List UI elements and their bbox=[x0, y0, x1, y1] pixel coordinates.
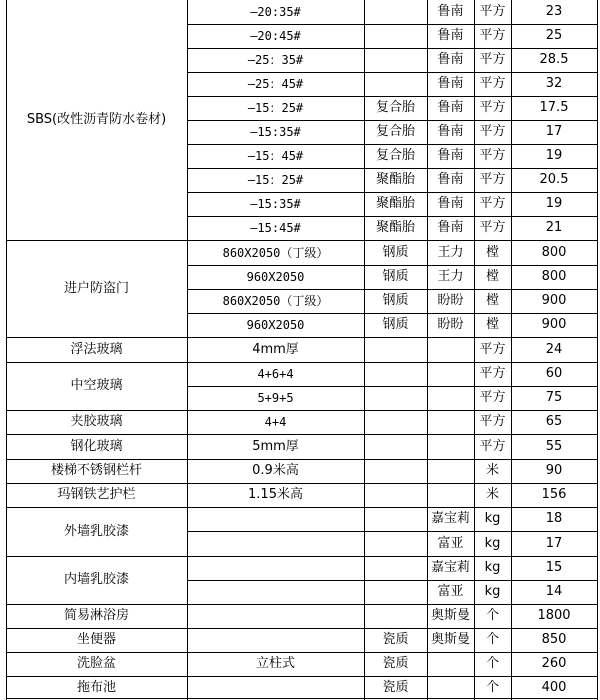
cell-unit: 米 bbox=[485, 487, 499, 502]
cell-price: 28.5 bbox=[539, 52, 569, 67]
cell-spec bbox=[187, 556, 364, 580]
grid-line bbox=[597, 0, 598, 700]
grid-line bbox=[187, 168, 598, 169]
cell-material: 聚酯胎 bbox=[375, 196, 415, 211]
cell-price: 75 bbox=[545, 390, 563, 405]
cell-brand: 鲁南 bbox=[437, 28, 464, 43]
group-name-cell: 进户防盗门 bbox=[63, 280, 129, 296]
grid-line bbox=[6, 434, 598, 435]
cell-material: 钢质 bbox=[382, 317, 409, 332]
cell-unit: 个 bbox=[485, 679, 499, 695]
grid-line bbox=[6, 652, 598, 653]
cell-name: 楼梯不锈钢栏杆 bbox=[50, 463, 142, 478]
grid-line bbox=[187, 72, 598, 73]
grid-line bbox=[511, 0, 512, 700]
cell-price: 25 bbox=[545, 28, 563, 43]
grid-line bbox=[427, 0, 428, 700]
grid-line bbox=[187, 24, 598, 25]
cell-unit: 米 bbox=[485, 463, 499, 478]
grid-line bbox=[187, 192, 598, 193]
cell-material bbox=[364, 483, 427, 507]
cell-material: 复合胎 bbox=[375, 100, 415, 115]
cell-unit: kg bbox=[484, 511, 501, 526]
cell-spec: 5+9+5 bbox=[257, 391, 294, 405]
cell-brand bbox=[427, 362, 474, 386]
cell-brand bbox=[427, 676, 474, 699]
group-name-cell: 中空玻璃 bbox=[70, 378, 123, 393]
cell-spec bbox=[187, 604, 364, 628]
grid-line bbox=[6, 676, 598, 677]
cell-brand: 嘉宝莉 bbox=[430, 560, 470, 575]
cell-spec: —15：25# bbox=[247, 173, 304, 187]
cell-brand: 鲁南 bbox=[437, 52, 464, 67]
cell-material bbox=[364, 604, 427, 628]
cell-spec: 1.15米高 bbox=[248, 487, 303, 502]
grid-line bbox=[187, 265, 598, 266]
grid-line bbox=[6, 410, 598, 411]
cell-price: 23 bbox=[545, 4, 563, 19]
grid-line bbox=[474, 0, 475, 700]
cell-name: 拖布池 bbox=[76, 679, 116, 695]
cell-material: 瓷质 bbox=[382, 679, 409, 695]
cell-price: 900 bbox=[541, 293, 567, 308]
cell-price: 800 bbox=[541, 244, 567, 260]
grid-line bbox=[6, 628, 598, 629]
cell-spec: —15:35# bbox=[250, 197, 301, 211]
grid-line bbox=[187, 386, 598, 387]
cell-unit: 个 bbox=[485, 632, 499, 647]
cell-spec: —20:45# bbox=[250, 29, 301, 43]
grid-line bbox=[6, 0, 7, 700]
cell-brand bbox=[427, 337, 474, 362]
cell-name: 简易淋浴房 bbox=[63, 608, 129, 623]
grid-line bbox=[187, 289, 598, 290]
cell-name: 坐便器 bbox=[76, 632, 116, 647]
cell-unit: 平方 bbox=[479, 366, 506, 381]
cell-price: 17.5 bbox=[539, 100, 569, 115]
cell-price: 400 bbox=[541, 679, 567, 695]
cell-unit: 平方 bbox=[479, 124, 506, 139]
cell-unit: 樘 bbox=[485, 317, 499, 332]
cell-brand: 富亚 bbox=[437, 535, 464, 551]
cell-material: 聚酯胎 bbox=[375, 220, 415, 235]
grid-line bbox=[6, 507, 598, 508]
grid-line bbox=[187, 48, 598, 49]
cell-unit: kg bbox=[484, 535, 501, 551]
cell-material: 复合胎 bbox=[375, 148, 415, 163]
cell-unit: 个 bbox=[485, 656, 499, 671]
cell-brand: 鲁南 bbox=[437, 172, 464, 187]
cell-material bbox=[364, 434, 427, 459]
cell-material bbox=[364, 48, 427, 72]
cell-brand bbox=[427, 459, 474, 483]
cell-price: 260 bbox=[541, 656, 567, 671]
cell-brand: 鲁南 bbox=[437, 76, 464, 91]
cell-price: 55 bbox=[545, 438, 563, 454]
grid-line bbox=[6, 337, 598, 338]
cell-spec: —15:45# bbox=[250, 221, 301, 235]
cell-brand: 鲁南 bbox=[437, 100, 464, 115]
cell-unit: 平方 bbox=[479, 220, 506, 235]
grid-line bbox=[187, 580, 598, 581]
grid-line bbox=[187, 96, 598, 97]
grid-line bbox=[187, 120, 598, 121]
cell-brand: 鲁南 bbox=[437, 220, 464, 235]
grid-line bbox=[187, 216, 598, 217]
cell-material: 复合胎 bbox=[375, 124, 415, 139]
cell-price: 15 bbox=[545, 560, 563, 575]
cell-price: 90 bbox=[545, 463, 563, 478]
cell-unit: 平方 bbox=[479, 4, 506, 19]
cell-material bbox=[364, 410, 427, 434]
cell-unit: kg bbox=[484, 584, 501, 599]
cell-price: 21 bbox=[545, 220, 563, 235]
cell-spec: —15：45# bbox=[247, 149, 304, 163]
cell-spec: —15：25# bbox=[247, 101, 304, 115]
cell-unit: 樘 bbox=[485, 293, 499, 308]
cell-name: 玛钢铁艺护栏 bbox=[57, 487, 136, 502]
cell-spec: —20:35# bbox=[250, 5, 301, 19]
cell-brand: 鲁南 bbox=[437, 196, 464, 211]
cell-price: 18 bbox=[545, 511, 563, 526]
cell-brand: 鲁南 bbox=[437, 148, 464, 163]
grid-line bbox=[6, 604, 598, 605]
cell-unit: 平方 bbox=[479, 438, 506, 454]
grid-line bbox=[187, 144, 598, 145]
cell-price: 19 bbox=[545, 196, 563, 211]
cell-brand: 奥斯曼 bbox=[430, 632, 470, 647]
cell-unit: 平方 bbox=[479, 100, 506, 115]
grid-line bbox=[6, 362, 598, 363]
grid-line bbox=[187, 0, 188, 700]
cell-spec: 4mm厚 bbox=[252, 341, 299, 357]
cell-material: 钢质 bbox=[382, 269, 409, 284]
grid-line bbox=[6, 240, 598, 241]
cell-brand: 王力 bbox=[437, 269, 464, 284]
cell-unit: 平方 bbox=[479, 196, 506, 211]
grid-line bbox=[364, 0, 365, 700]
cell-brand bbox=[427, 434, 474, 459]
cell-price: 800 bbox=[541, 269, 567, 284]
cell-unit: 平方 bbox=[479, 341, 506, 357]
cell-material bbox=[364, 362, 427, 386]
grid-line bbox=[187, 313, 598, 314]
cell-spec: 860X2050（丁级） bbox=[222, 294, 329, 308]
cell-unit: 樘 bbox=[485, 244, 499, 260]
cell-brand bbox=[427, 386, 474, 410]
cell-spec bbox=[187, 507, 364, 531]
cell-unit: 平方 bbox=[479, 148, 506, 163]
cell-material: 钢质 bbox=[382, 244, 409, 260]
cell-brand: 盼盼 bbox=[437, 317, 464, 332]
cell-brand: 嘉宝莉 bbox=[430, 511, 470, 526]
group-name-cell: SBS(改性沥青防水卷材) bbox=[26, 112, 167, 127]
cell-price: 14 bbox=[545, 584, 563, 599]
cell-price: 1800 bbox=[537, 608, 571, 623]
cell-spec: —25：45# bbox=[247, 77, 304, 91]
cell-material bbox=[364, 531, 427, 556]
cell-price: 20.5 bbox=[539, 172, 569, 187]
cell-spec: 860X2050（丁级） bbox=[222, 245, 329, 260]
cell-spec: 0.9米高 bbox=[252, 463, 299, 478]
cell-brand: 奥斯曼 bbox=[430, 608, 470, 623]
cell-spec: 960X2050 bbox=[246, 318, 305, 332]
cell-spec: 4+6+4 bbox=[257, 367, 294, 381]
cell-spec bbox=[187, 580, 364, 604]
cell-unit: 平方 bbox=[479, 76, 506, 91]
grid-line bbox=[6, 556, 598, 557]
grid-line bbox=[6, 459, 598, 460]
cell-material bbox=[364, 580, 427, 604]
cell-material bbox=[364, 556, 427, 580]
cell-price: 65 bbox=[545, 414, 563, 429]
cell-material bbox=[364, 24, 427, 48]
grid-line bbox=[6, 483, 598, 484]
cell-brand: 富亚 bbox=[437, 584, 464, 599]
cell-material bbox=[364, 337, 427, 362]
cell-price: 19 bbox=[545, 148, 563, 163]
cell-material: 瓷质 bbox=[382, 656, 409, 671]
cell-unit: 平方 bbox=[479, 414, 506, 429]
cell-brand: 鲁南 bbox=[437, 124, 464, 139]
cell-material bbox=[364, 72, 427, 96]
cell-price: 60 bbox=[545, 366, 563, 381]
cell-price: 17 bbox=[545, 535, 563, 551]
cell-price: 32 bbox=[545, 76, 563, 91]
cell-name: 洗脸盆 bbox=[76, 656, 116, 671]
cell-unit: 樘 bbox=[485, 269, 499, 284]
cell-price: 900 bbox=[541, 317, 567, 332]
cell-spec: 4+4 bbox=[264, 415, 287, 429]
cell-price: 156 bbox=[541, 487, 567, 502]
cell-brand: 王力 bbox=[437, 244, 464, 260]
cell-material: 钢质 bbox=[382, 293, 409, 308]
cell-brand: 盼盼 bbox=[437, 293, 464, 308]
cell-material: 聚酯胎 bbox=[375, 172, 415, 187]
cell-brand bbox=[427, 652, 474, 676]
cell-price: 17 bbox=[545, 124, 563, 139]
cell-spec: 5mm厚 bbox=[252, 438, 299, 454]
cell-spec: —15:35# bbox=[250, 125, 301, 139]
cell-name: 钢化玻璃 bbox=[70, 438, 123, 454]
cell-name: 夹胶玻璃 bbox=[70, 414, 123, 429]
cell-brand bbox=[427, 410, 474, 434]
cell-material bbox=[364, 0, 427, 24]
cell-spec bbox=[187, 531, 364, 556]
cell-spec bbox=[187, 628, 364, 652]
cell-brand bbox=[427, 483, 474, 507]
cell-material bbox=[364, 386, 427, 410]
cell-price: 850 bbox=[541, 632, 567, 647]
cell-material bbox=[364, 507, 427, 531]
cell-spec: 立柱式 bbox=[255, 656, 295, 671]
cell-unit: 平方 bbox=[479, 28, 506, 43]
cell-brand: 鲁南 bbox=[437, 4, 464, 19]
cell-spec: 960X2050 bbox=[246, 270, 305, 284]
cell-price: 24 bbox=[545, 341, 563, 357]
group-name-cell: 内墙乳胶漆 bbox=[63, 572, 129, 587]
cell-unit: 平方 bbox=[479, 52, 506, 67]
cell-spec bbox=[187, 676, 364, 699]
cell-spec: —25：35# bbox=[247, 53, 304, 67]
cell-unit: kg bbox=[484, 560, 501, 575]
cell-material bbox=[364, 459, 427, 483]
cell-unit: 平方 bbox=[479, 172, 506, 187]
cell-unit: 平方 bbox=[479, 390, 506, 405]
group-name-cell: 外墙乳胶漆 bbox=[63, 523, 129, 539]
cell-name: 浮法玻璃 bbox=[70, 341, 123, 357]
cell-material: 瓷质 bbox=[382, 632, 409, 647]
grid-line bbox=[187, 531, 598, 532]
cell-unit: 个 bbox=[485, 608, 499, 623]
